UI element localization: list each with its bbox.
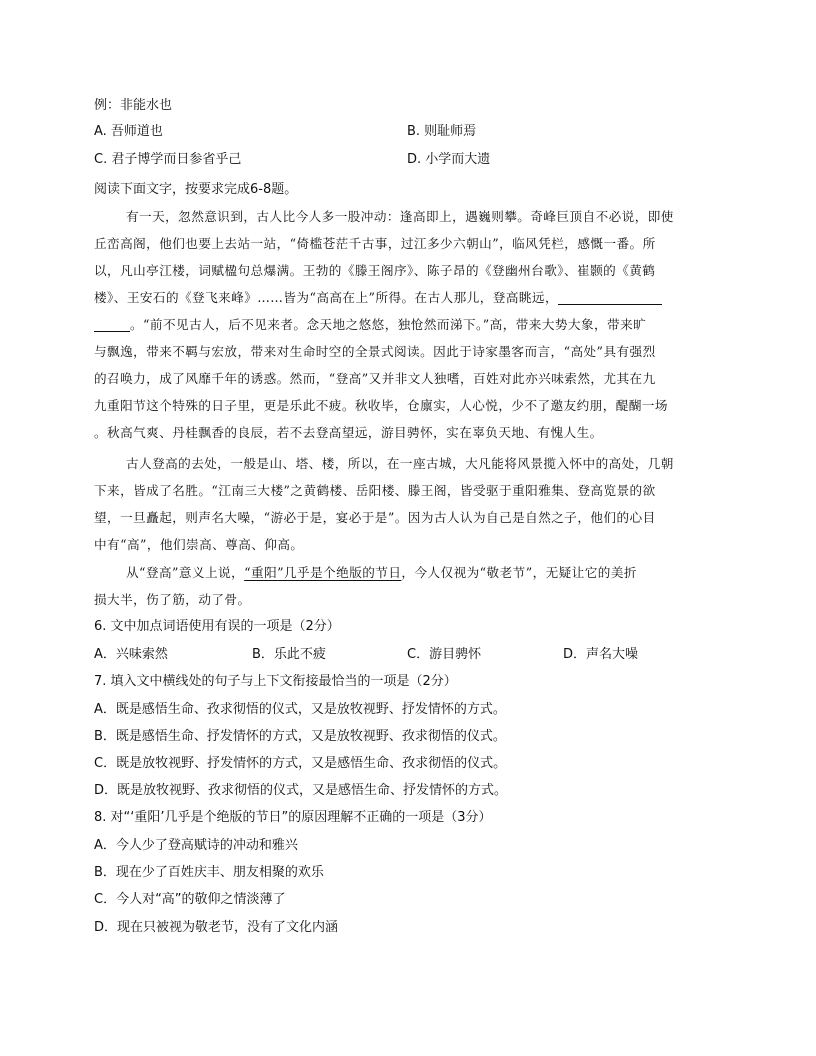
question-8-option-c: C．今人对“高”的敬仰之情淡薄了	[94, 892, 286, 907]
question-7-option-d: D．既是放牧视野、孜求彻悟的仪式，又是感悟生命、抒发情怀的方式。	[94, 783, 508, 798]
question-8-option-b: B．现在少了百姓庆丰、朋友相聚的欢乐	[94, 865, 324, 880]
fill-in-blank-continued	[94, 319, 130, 332]
passage-text: ，今人仅视为“敬老节”，无疑让它的美折	[401, 565, 637, 580]
passage-text: 从“登高”意义上说，	[126, 565, 245, 580]
passage-line: 丘峦高阁，他们也要上去站一站，“倚槛苍茫千古事，过江多少六朝山”，临风凭栏，感慨一番。所	[94, 236, 656, 251]
passage-line: 下来，皆成了名胜。“江南三大楼”之黄鹤楼、岳阳楼、滕王阁，皆受驱于重阳雅集、登高览景的欲	[94, 483, 656, 498]
example-option-a: A. 吾师道也	[94, 124, 163, 139]
question-8-option-a: A．今人少了登高赋诗的冲动和雅兴	[94, 838, 298, 853]
example-option-c: C. 君子博学而日参省乎己	[94, 152, 242, 167]
question-7-stem: 7. 填入文中横线处的句子与上下文衔接最恰当的一项是（2分）	[94, 674, 457, 689]
passage-line: 九重阳节这个特殊的日子里，更是乐此不疲。秋收毕，仓廪实，人心悦，少不了邀友约朋，醍醐一场	[94, 398, 668, 413]
underlined-phrase: “重阳”几乎是个绝版的节日	[244, 565, 402, 580]
reading-instruction: 阅读下面文字，按要求完成6-8题。	[94, 182, 298, 197]
question-6-stem: 6. 文中加点词语使用有误的一项是（2分）	[94, 619, 340, 634]
passage-line: 的召唤力，成了风靡千年的诱惑。然而，“登高”又并非文人独嗜，百姓对此亦兴味索然，尤其在九	[94, 371, 656, 386]
passage-line: 中有“高”，他们崇高、尊高、仰高。	[94, 537, 304, 552]
question-8-stem: 8. 对“‘重阳’几乎是个绝版的节日”的原因理解不正确的一项是（3分）	[94, 810, 492, 825]
passage-line: 与飘逸，带来不羁与宏放，带来对生命时空的全景式阅读。因此于诗家墨客而言，“高处”具有强烈	[94, 344, 656, 359]
example-label: 例：非能水也	[94, 98, 173, 113]
question-8-option-d: D．现在只被视为敬老节，没有了文化内涵	[94, 920, 339, 935]
passage-line: 以，凡山亭江楼，词赋楹句总爆满。王勃的《滕王阁序》、陈子昂的《登幽州台歌》、崔颢的《黄鹤	[94, 263, 656, 278]
passage-line: 有一天，忽然意识到，古人比今人多一股冲动：逢高即上，遇巍则攀。奇峰巨顶自不必说，即使	[126, 209, 674, 224]
question-7-option-b: B．既是感悟生命、抒发情怀的方式，又是放牧视野、孜求彻悟的仪式。	[94, 729, 506, 744]
question-6-option-d: D．声名大噪	[563, 647, 639, 662]
passage-text: 楼》、王安石的《登飞来峰》……皆为“高高在上”所得。在古人那儿，登高眺远，	[94, 290, 559, 305]
fill-in-blank	[558, 292, 662, 305]
question-7-option-a: A．既是感悟生命、孜求彻悟的仪式，又是放牧视野、抒发情怀的方式。	[94, 702, 506, 717]
passage-line	[126, 564, 637, 582]
passage-line: 。秋高气爽、丹桂飘香的良辰，若不去登高望远，游目骋怀，实在辜负天地、有愧人生。	[94, 425, 603, 440]
passage-line: 望，一旦矗起，则声名大噪，“游必于是，宴必于是”。因为古人认为自己是自然之子，他们的心目	[94, 510, 656, 525]
passage-text: 。“前不见古人，后不见来者。念天地之悠悠，独怆然而涕下。”高，带来大势大象，带来旷	[130, 317, 647, 332]
question-7-option-c: C．既是放牧视野、抒发情怀的方式，又是感悟生命、孜求彻悟的仪式。	[94, 756, 507, 771]
passage-line	[94, 289, 662, 307]
example-option-d: D. 小学而大遗	[407, 152, 491, 167]
passage-line	[94, 316, 646, 334]
question-6-option-b: B．乐此不疲	[252, 647, 326, 662]
example-option-b: B. 则耻师焉	[407, 124, 477, 139]
passage-line: 古人登高的去处，一般是山、塔、楼，所以，在一座古城，大凡能将风景揽入怀中的高处，几朝	[126, 456, 674, 471]
question-6-option-c: C．游目骋怀	[407, 647, 482, 662]
question-6-option-a: A．兴味索然	[94, 647, 168, 662]
passage-line: 损大半，伤了筋，动了骨。	[94, 592, 251, 607]
